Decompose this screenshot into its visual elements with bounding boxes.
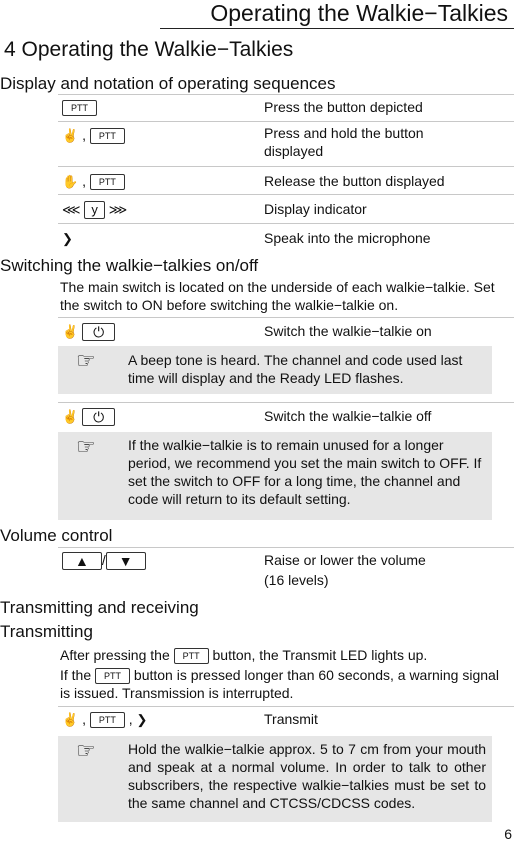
row-desc: Transmit bbox=[264, 711, 318, 727]
volume-down-key: ▼ bbox=[106, 552, 146, 570]
transmit-seq-cell: ✌ , PTT , ❯ bbox=[62, 711, 148, 728]
pointing-hand-icon: ☞ bbox=[76, 348, 96, 373]
onoff-intro: The main switch is located on the underside of each walkie−talkie. Set the switch to ON before switching the walkie−talkie on. bbox=[60, 279, 495, 313]
divider bbox=[58, 94, 514, 95]
divider bbox=[58, 402, 514, 403]
ptt-key: PTT bbox=[62, 100, 97, 116]
ptt-key: PTT bbox=[95, 668, 130, 684]
row-desc: Release the button displayed bbox=[264, 173, 445, 189]
microphone-speech-icon: ❯ bbox=[62, 231, 73, 247]
chapter-title: 4 Operating the Walkie−Talkies bbox=[4, 38, 294, 61]
section-heading-volume: Volume control bbox=[0, 526, 113, 545]
note-box bbox=[58, 432, 492, 520]
row-desc: Switch the walkie−talkie off bbox=[264, 408, 432, 424]
row-desc: Speak into the microphone bbox=[264, 230, 431, 246]
press-key-cell bbox=[62, 98, 97, 116]
section-heading-display: Display and notation of operating sequences bbox=[0, 74, 336, 93]
page-number: 6 bbox=[504, 826, 512, 842]
row-desc: Press the button depicted bbox=[264, 99, 423, 115]
divider bbox=[58, 706, 514, 707]
row-desc: Display indicator bbox=[264, 201, 367, 217]
running-header: Operating the Walkie−Talkies bbox=[160, 0, 514, 29]
divider bbox=[58, 194, 514, 195]
volume-up-key: ▲ bbox=[62, 552, 102, 570]
divider bbox=[58, 317, 514, 318]
row-desc: Press and hold the button displayed bbox=[264, 125, 424, 159]
volume-keys-cell: ▲ / ▼ bbox=[62, 551, 146, 570]
power-off-cell bbox=[62, 407, 115, 426]
divider bbox=[58, 166, 514, 167]
section-heading-transmit: Transmitting and receiving bbox=[0, 598, 199, 617]
power-key: ⏻ bbox=[82, 323, 115, 341]
microphone-speech-icon: ❯ bbox=[136, 712, 148, 728]
power-key: ⏻ bbox=[82, 408, 115, 426]
release-key-cell: ✋ , PTT bbox=[62, 172, 125, 191]
hand-press-icon: ✌ bbox=[62, 128, 79, 144]
pointing-hand-icon: ☞ bbox=[76, 434, 96, 459]
note-box bbox=[58, 736, 492, 822]
volume-desc-2: (16 levels) bbox=[264, 572, 329, 588]
row-desc: Switch the walkie−talkie on bbox=[264, 323, 432, 339]
divider bbox=[58, 547, 514, 548]
transmit-p2: If the PTT button is pressed longer than 60 seconds, a warning signal is issued. Transmission is interrupted. bbox=[60, 667, 499, 702]
hand-press-icon: ✌ bbox=[62, 324, 79, 340]
flash-left-icon: ⋘ bbox=[62, 202, 81, 218]
display-indicator: y bbox=[84, 201, 105, 219]
ptt-key: PTT bbox=[174, 648, 209, 664]
ptt-key: PTT bbox=[90, 128, 125, 144]
ptt-key: PTT bbox=[90, 174, 125, 190]
power-on-cell bbox=[62, 322, 115, 341]
pointing-hand-icon: ☞ bbox=[76, 738, 96, 763]
transmit-p1: After pressing the PTT button, the Transmit LED lights up. bbox=[60, 647, 428, 663]
hand-release-icon: ✋ bbox=[62, 174, 79, 190]
hand-press-icon: ✌ bbox=[62, 409, 79, 425]
ptt-key: PTT bbox=[90, 712, 125, 728]
subheading-transmitting: Transmitting bbox=[0, 622, 93, 641]
speak-cell bbox=[62, 229, 73, 248]
divider bbox=[58, 121, 514, 122]
note-box bbox=[58, 346, 492, 394]
section-heading-onoff: Switching the walkie−talkies on/off bbox=[0, 256, 259, 275]
volume-desc-1: Raise or lower the volume bbox=[264, 552, 426, 568]
divider bbox=[58, 223, 514, 224]
hand-press-icon: ✌ bbox=[62, 712, 79, 728]
note-text: A beep tone is heard. The channel and code used last time will display and the Ready LED flashes. bbox=[128, 352, 463, 386]
note-text: Hold the walkie−talkie approx. 5 to 7 cm from your mouth and speak at a normal volume. In order to talk to other subscribers, the respective walkie−talkies must be set to the same channel and CTCSS/CDCSS codes. bbox=[128, 741, 486, 811]
note-text: If the walkie−talkie is to remain unused for a longer period, we recommend you set the main switch to OFF. If set the switch to OFF for a long time, the channel and code will return to its default setting. bbox=[128, 437, 482, 507]
flash-right-icon: ⋙ bbox=[108, 202, 128, 218]
hold-key-cell: ✌ , PTT bbox=[62, 126, 125, 145]
indicator-cell bbox=[62, 200, 127, 219]
